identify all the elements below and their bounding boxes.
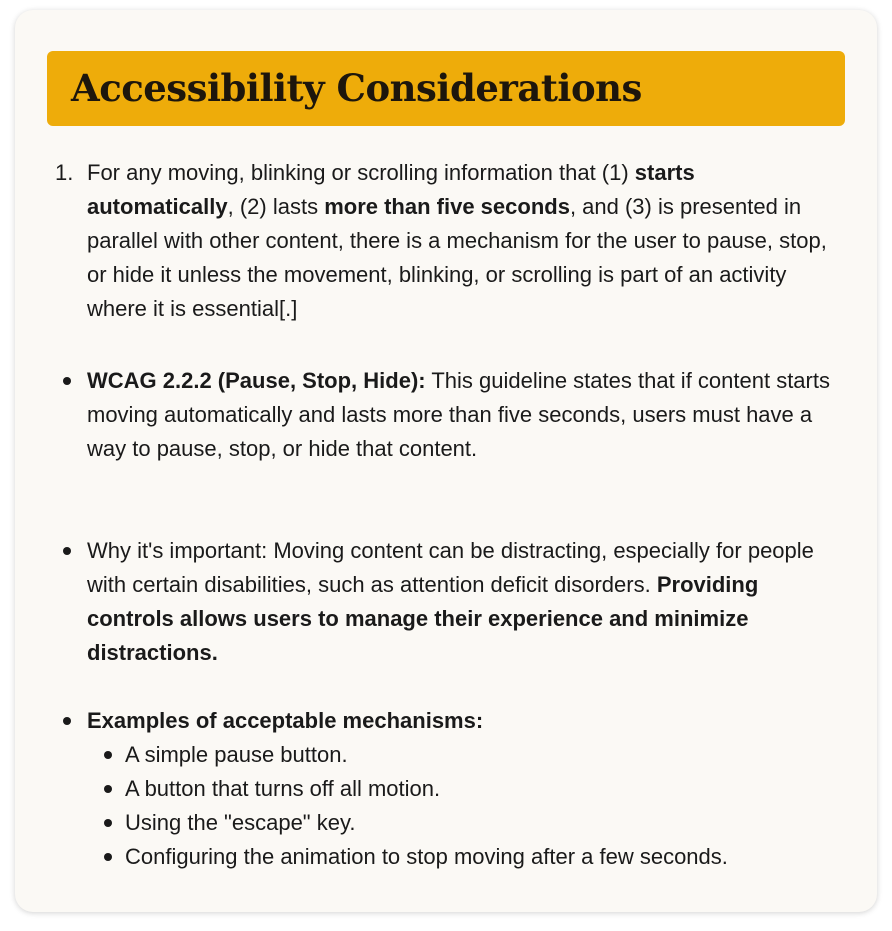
title-banner <box>47 51 845 126</box>
list-item-text: A button that turns off all motion. <box>125 776 441 801</box>
examples-sublist <box>125 738 847 874</box>
item-bold-text: starts automatically <box>87 160 695 219</box>
bullet-dot <box>63 377 71 385</box>
page-title: Accessibility Considerations <box>71 66 642 110</box>
content-card <box>15 10 877 912</box>
bullet-label: WCAG 2.2.2 (Pause, Stop, Hide): <box>87 368 426 393</box>
bullet-bold-text: Providing controls allows users to manage their experience and minimize distractions. <box>87 572 759 665</box>
item-text: , and (3) is presented in parallel with other content, there is a mechanism for the user to pause, stop, or hide it unless the movement, blinking, or scrolling is part of an activity where it is essential[.] <box>87 194 827 321</box>
list-item-text: Using the "escape" key. <box>125 810 356 835</box>
bullet-text: This guideline states that if content starts moving automatically and lasts more than five seconds, users must have a way to pause, stop, or hide that content. <box>87 368 830 461</box>
bullet-dot <box>104 751 112 759</box>
list-number: 1. <box>55 160 74 185</box>
list-item <box>125 806 847 840</box>
bullet-why <box>87 534 847 670</box>
bullet-examples <box>87 704 847 874</box>
item-text: For any moving, blinking or scrolling information that (1) <box>87 160 635 185</box>
list-item <box>125 772 847 806</box>
item-text: , (2) lasts <box>227 194 325 219</box>
bullet-wcag <box>87 364 847 466</box>
bullet-dot <box>63 717 71 725</box>
list-item-text: Configuring the animation to stop moving after a few seconds. <box>125 844 728 869</box>
bullet-dot <box>104 819 112 827</box>
bullet-text: Why it's important: Moving content can be distracting, especially for people with certain disabilities, such as attention deficit disorders. <box>87 538 814 597</box>
bullet-label: Examples of acceptable mechanisms: <box>87 708 484 733</box>
list-item-text: A simple pause button. <box>125 742 348 767</box>
bullet-dot <box>104 785 112 793</box>
bullet-dot <box>104 853 112 861</box>
item-bold-text: more than five seconds <box>324 194 570 219</box>
list-item <box>125 840 847 874</box>
bullet-dot <box>63 547 71 555</box>
numbered-item <box>55 156 847 326</box>
list-item <box>125 738 847 772</box>
